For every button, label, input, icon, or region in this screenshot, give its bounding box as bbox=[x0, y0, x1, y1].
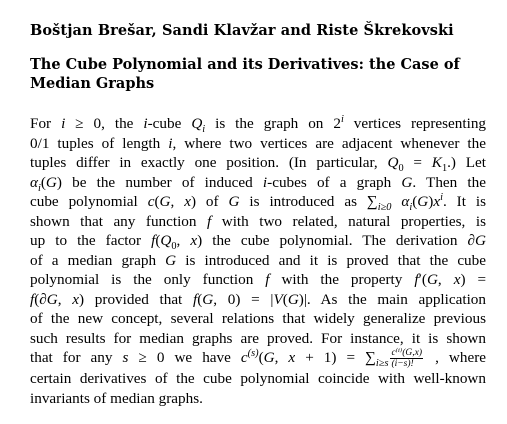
abstract-line: For i ≥ 0, the i-cube $Q_i$ is the graph on 2$^i$ vertices representing bbox=[30, 113, 487, 136]
abstract-line: that for any s ≥ 0 we have $c^{(s)}(G$, $x + 1) = \sum_{i\ge s}$ $\frac{\text{c⁽ⁱ⁾(G,x)}}{(i-s)!}$ , where bbox=[30, 347, 487, 370]
abstract-line: of a median graph G is introduced and it is proved that the cube bbox=[30, 251, 486, 269]
abstract-line: polynomial is the only function f with the property f′(G, x) = bbox=[30, 271, 487, 288]
title-line: Median Graphs bbox=[30, 75, 155, 92]
abstract-line: 0/1 tuples of length i, where two vertices are adjacent whenever the bbox=[30, 134, 486, 152]
abstract-line: of the new concept, several relations that widely generalize previous bbox=[30, 310, 486, 327]
abstract-line: invariants of median graphs. bbox=[30, 389, 203, 407]
authors: Boštjan Brešar, Sandi Klavžar and Riste Škrekovski bbox=[30, 22, 454, 39]
abstract-line: cube polynomial c(G, x) of G is introduced as $\sum_{i\ge 0}$ $\alpha_i(G)x^i$. It is bbox=[30, 191, 486, 214]
abstract-line: tuples differ in exactly one position. (In particular, $Q_0 = K_1$.) Let bbox=[30, 154, 486, 175]
abstract-line: up to the factor $f(Q_0$, x) the cube polynomial. The derivation ∂G bbox=[30, 232, 486, 253]
abstract-line: such results for median graphs are proved. For instance, it is shown bbox=[30, 329, 486, 347]
paper-title bbox=[30, 55, 490, 93]
abstract-line: $\alpha_i(G)$ be the number of induced i-cubes of a graph G. Then the bbox=[30, 173, 486, 194]
abstract-line: shown that any function f with two related, natural properties, is bbox=[30, 212, 486, 230]
abstract-line: certain derivatives of the cube polynomial coincide with well-known bbox=[30, 370, 486, 388]
title-line: The Cube Polynomial and its Derivatives: the Case of bbox=[30, 56, 460, 73]
abstract-line: f(∂G, x) provided that f(G, 0) = |V(G)|. As the main application bbox=[30, 290, 486, 308]
abstract bbox=[30, 114, 486, 408]
fraction: $\frac{\text{c⁽ⁱ⁾(G,x)}}{(i-s)!}$ bbox=[391, 348, 423, 370]
